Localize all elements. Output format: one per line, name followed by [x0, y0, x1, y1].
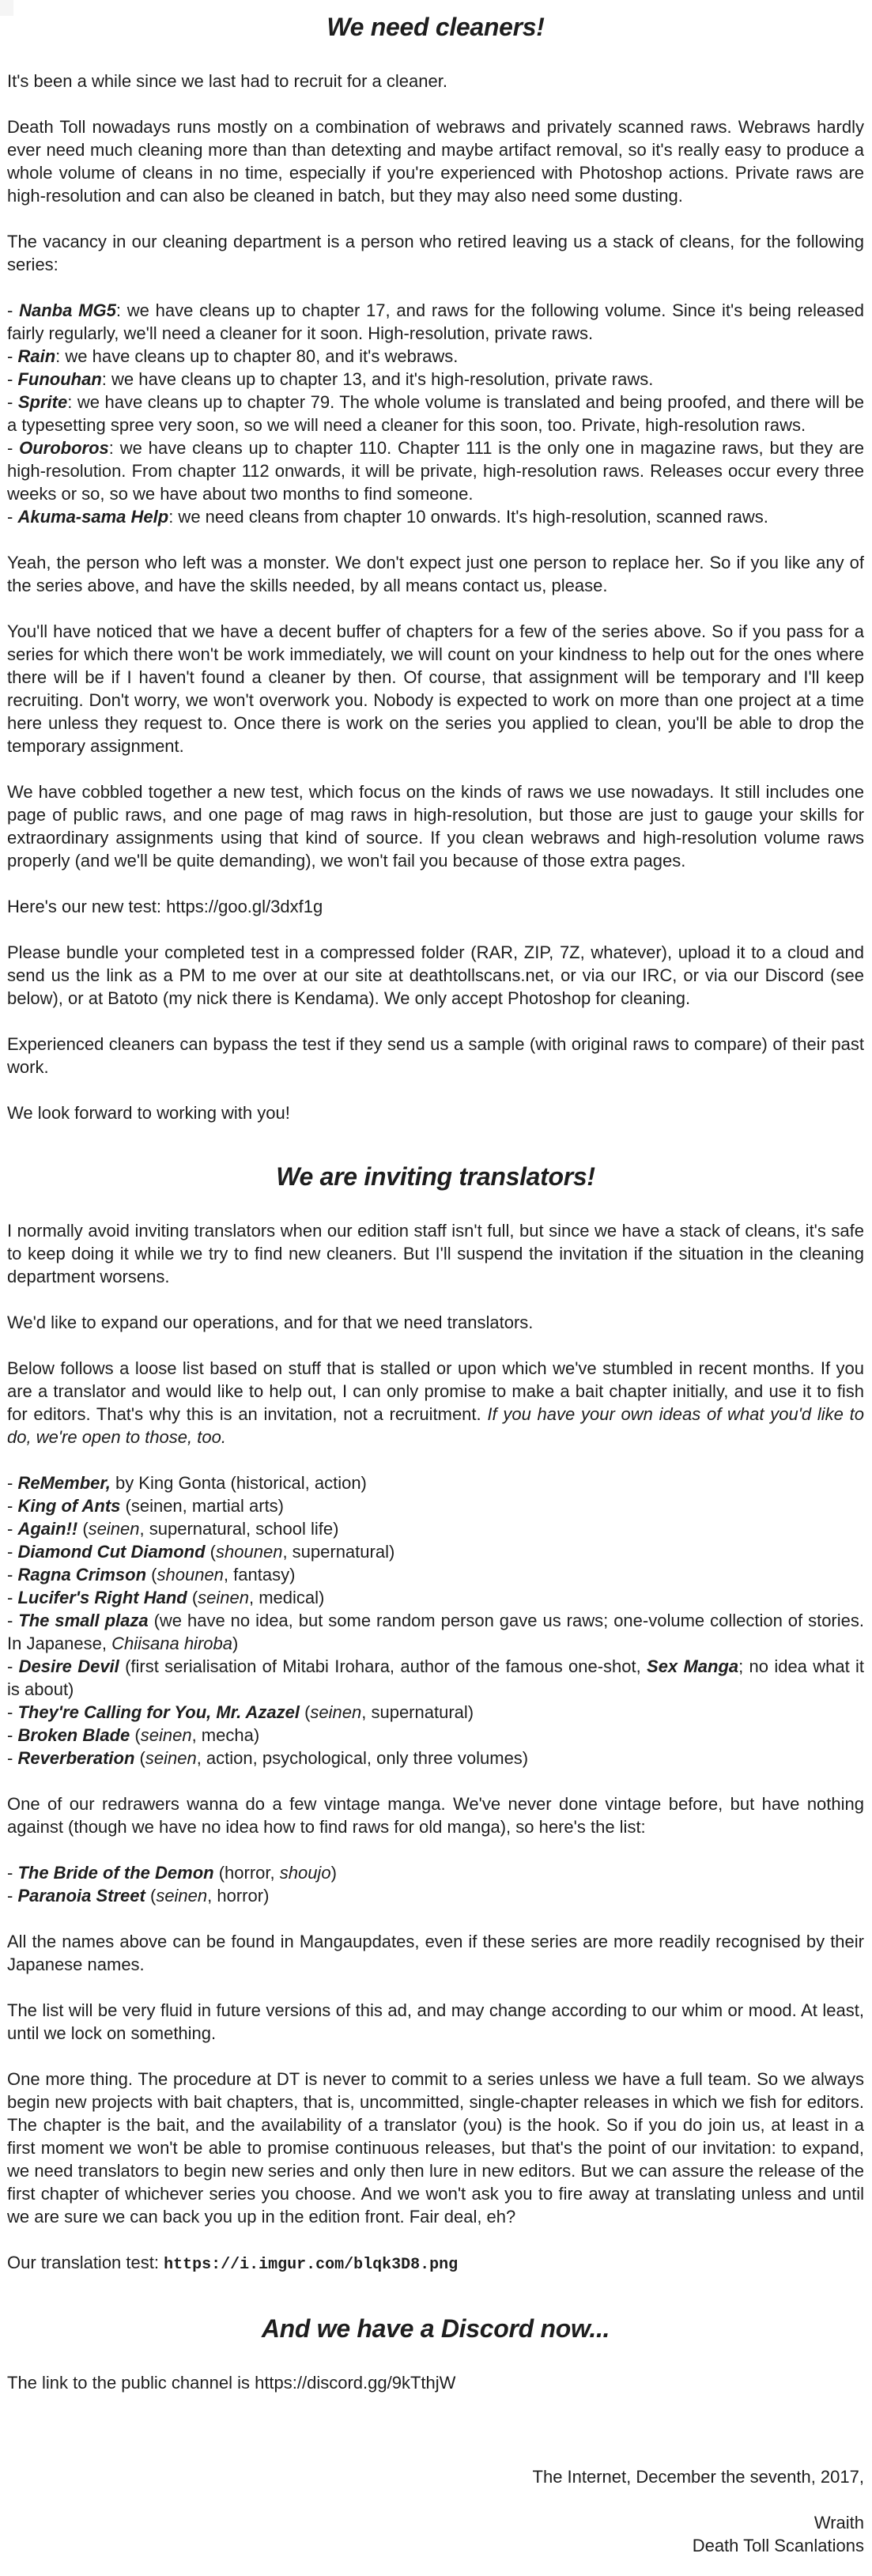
text-segment: seinen: [88, 1519, 140, 1539]
text-segment: (seinen, martial arts): [120, 1496, 285, 1516]
text-segment: -: [7, 1702, 18, 1722]
text-segment: Rain: [17, 346, 56, 366]
text-segment: -: [7, 1656, 19, 1676]
text-segment: Desire Devil: [18, 1656, 119, 1676]
text-segment: I normally avoid inviting translators when our edition staff isn't full, but since we have a stack of cleans, it's safe to keep doing it while we try to find new cleaners. But I'll suspend the invitation if the situation in the cleaning department worsens.: [7, 1221, 864, 1286]
text-segment: Nanba MG5: [19, 300, 116, 320]
series-item: [7, 436, 864, 505]
series-item: [7, 1609, 864, 1655]
text-segment: Funouhan: [17, 369, 102, 389]
series-item: [7, 1747, 864, 1770]
series-item: [7, 1655, 864, 1701]
text-segment: , supernatural, school life): [139, 1519, 339, 1539]
vacancy-paragraph: [7, 230, 864, 276]
text-segment: (first serialisation of Mitabi Irohara, author of the famous one-shot,: [119, 1656, 647, 1676]
text-segment: seinen: [145, 1748, 197, 1768]
series-item: [7, 1884, 864, 1907]
text-segment: -: [7, 1588, 18, 1607]
text-segment: -: [7, 392, 18, 412]
text-segment: -: [7, 1496, 18, 1516]
corner-artifact: [0, 0, 13, 16]
text-segment: Again!!: [17, 1519, 78, 1539]
text-segment: -: [7, 346, 18, 366]
text-segment: (: [145, 1886, 157, 1906]
translator-series-list: [7, 1471, 864, 1770]
text-segment: ): [330, 1863, 337, 1883]
document-body: [7, 11, 864, 2394]
text-segment: : we have cleans up to chapter 110. Chapter 111 is the only one in magazine raws, but they are high-resolution. From chapter 112 onwards, it will be private, high-resolution raws. Releases occur every three weeks or so, so we have about two months to find someone.: [7, 438, 864, 504]
series-item: [7, 1494, 864, 1517]
discord-link-paragraph: [7, 2371, 864, 2394]
text-segment: The list will be very fluid in future versions of this ad, and may change according to our whim or mood. At least, until we lock on something.: [7, 2000, 864, 2043]
text-segment: (we have no idea, but some random person gave us raws; one-volume collection of stories. In Japanese,: [7, 1611, 864, 1653]
text-segment: seinen: [310, 1702, 362, 1722]
text-segment: We'd like to expand our operations, and for that we need translators.: [7, 1313, 534, 1332]
text-segment: , supernatural): [361, 1702, 474, 1722]
text-segment: If you have your own ideas of what you'd like to do, we're open to those, too.: [7, 1404, 865, 1447]
raws-overview-paragraph: [7, 115, 864, 207]
new-test-paragraph: [7, 780, 864, 872]
text-segment: : we need cleans from chapter 10 onwards. It's high-resolution, scanned raws.: [168, 507, 768, 527]
text-segment: Ragna Crimson: [17, 1565, 147, 1585]
text-segment: -: [7, 1519, 18, 1539]
text-segment: , horror): [207, 1886, 270, 1906]
text-segment: (horror,: [213, 1863, 280, 1883]
text-segment: Paranoia Street: [17, 1886, 145, 1906]
text-segment: : we have cleans up to chapter 17, and raws for the following volume. Since it's being released fairly regularly, we'll need a cleaner for it soon. High-resolution, private raws.: [7, 300, 864, 343]
series-item: [7, 1471, 864, 1494]
text-segment: -: [7, 1886, 18, 1906]
text-segment: shoujo: [279, 1863, 331, 1883]
text-segment: , action, psychological, only three volumes): [196, 1748, 529, 1768]
closing-paragraph: [7, 1101, 864, 1124]
translation-test-link[interactable]: https://i.imgur.com/blqk3D8.png: [164, 2256, 459, 2274]
text-segment: Yeah, the person who left was a monster. We don't expect just one person to replace her. So if you like any of the series above, and have the skills needed, by all means contact us, please.: [7, 553, 864, 595]
monster-paragraph: [7, 551, 864, 597]
text-segment: All the names above can be found in Mangaupdates, even if these series are more readily recognised by their Japanese names.: [7, 1932, 864, 1974]
text-segment: Below follows a loose list based on stuff that is stalled or upon which we've stumbled in recent months. If you are a translator and would like to help out, I can only promise to make a bait chapter initially, and use it to fish for editors. That's why this is an invitation, not a recruitment.: [7, 1358, 864, 1424]
fluid-list-paragraph: [7, 1999, 864, 2045]
text-segment: (: [205, 1542, 217, 1562]
signature-group: Death Toll Scanlations: [692, 2536, 864, 2555]
text-segment: (: [187, 1588, 198, 1607]
text-segment: (: [299, 1702, 311, 1722]
text-segment: -: [7, 438, 20, 458]
text-segment: by King Gonta (historical, action): [110, 1473, 367, 1493]
series-item: [7, 345, 864, 368]
text-segment: (: [130, 1725, 141, 1745]
text-segment: It's been a while since we last had to recruit for a cleaner.: [7, 71, 447, 91]
text-segment: , supernatural): [282, 1542, 395, 1562]
cleaner-series-list: [7, 299, 864, 528]
text-segment: ): [232, 1634, 239, 1653]
loose-list-intro-paragraph: [7, 1357, 864, 1449]
text-segment: Chiisana hiroba: [111, 1634, 232, 1653]
section-heading-discord: And we have a Discord now...: [261, 2314, 610, 2343]
text-segment: -: [7, 1542, 18, 1562]
series-item: [7, 1724, 864, 1747]
text-segment: Lucifer's Right Hand: [17, 1588, 187, 1607]
text-segment: , mecha): [191, 1725, 260, 1745]
text-segment: ; no idea what it is about): [7, 1656, 864, 1699]
text-segment: Ouroboros: [19, 438, 109, 458]
text-segment: The link to the public channel is: [7, 2373, 255, 2393]
text-segment: seinen: [198, 1588, 249, 1607]
series-item: [7, 368, 864, 391]
text-segment: -: [7, 1473, 18, 1493]
text-segment: The Bride of the Demon: [17, 1863, 214, 1883]
text-segment: The vacancy in our cleaning department is a person who retired leaving us a stack of cleans, for the following series:: [7, 232, 864, 274]
text-segment: Diamond Cut Diamond: [17, 1542, 206, 1562]
text-segment: Reverberation: [17, 1748, 135, 1768]
text-segment: -: [7, 1611, 19, 1630]
bypass-paragraph: [7, 1033, 864, 1078]
text-segment: seinen: [140, 1725, 192, 1745]
intro-paragraph: [7, 70, 864, 93]
text-segment: We have cobbled together a new test, which focus on the kinds of raws we use nowadays. It still includes one page of public raws, and one page of mag raws in high-resolution, but those are just to gauge your skills for extraordinary assignments using that kind of source. If you clean webraws and high-resolution volume raws properly (and we'll be quite demanding), we won't fail you because of those extra pages.: [7, 782, 864, 871]
signature-block: [7, 2465, 864, 2557]
series-item: [7, 1540, 864, 1563]
translation-test-paragraph: [7, 2251, 864, 2276]
text-segment: Experienced cleaners can bypass the test if they send us a sample (with original raws to compare) of their past work.: [7, 1034, 864, 1077]
signature-dateline: The Internet, December the seventh, 2017,: [532, 2467, 864, 2487]
text-segment: One of our redrawers wanna do a few vintage manga. We've never done vintage before, but have nothing against (though we have no idea how to find raws for old manga), so here's the list:: [7, 1794, 864, 1837]
text-segment: You'll have noticed that we have a decent buffer of chapters for a few of the series above. So if you pass for a series for which there won't be work immediately, we will count on your kindness to help out for the ones where there will be if I haven't found a cleaner by then. Of course, that assignment will be temporary and I'll keep recruiting. Don't worry, we won't overwork you. Nobody is expected to work on more than one project at a time here unless they request to. Once there is work on the series you applied to clean, you'll be able to drop the temporary assignment.: [7, 621, 864, 756]
test-link-paragraph: [7, 895, 864, 918]
text-segment: King of Ants: [17, 1496, 121, 1516]
text-segment: (: [77, 1519, 89, 1539]
series-item: [7, 1861, 864, 1884]
text-segment: The small plaza: [18, 1611, 149, 1630]
text-segment: Sex Manga: [647, 1656, 739, 1676]
bait-procedure-paragraph: [7, 2068, 864, 2228]
text-segment: -: [7, 300, 20, 320]
text-segment: , medical): [249, 1588, 325, 1607]
cleaning-test-link[interactable]: https://goo.gl/3dxf1g: [166, 897, 323, 916]
vintage-series-list: [7, 1861, 864, 1907]
text-segment: , fantasy): [223, 1565, 296, 1585]
expansion-paragraph: [7, 1311, 864, 1334]
text-segment: -: [7, 369, 18, 389]
text-segment: seinen: [156, 1886, 208, 1906]
text-segment: -: [7, 1725, 18, 1745]
text-segment: -: [7, 507, 18, 527]
text-segment: : we have cleans up to chapter 13, and it's high-resolution, private raws.: [101, 369, 654, 389]
invitation-policy-paragraph: [7, 1219, 864, 1288]
series-item: [7, 1701, 864, 1724]
text-segment: Please bundle your completed test in a compressed folder (RAR, ZIP, 7Z, whatever), upload it to a cloud and send us the link as a PM to me over at our site at deathtollscans.net, or via our IRC, or via our Discord (see below), or at Batoto (my nick there is Kendama). We only accept Photoshop for cleaning.: [7, 942, 864, 1008]
signature-name: Wraith: [813, 2513, 864, 2533]
text-segment: ReMember,: [17, 1473, 111, 1493]
text-segment: -: [7, 1863, 18, 1883]
text-segment: We look forward to working with you!: [7, 1103, 290, 1123]
series-item: [7, 1517, 864, 1540]
text-segment: Our translation test:: [7, 2253, 164, 2272]
text-segment: : we have cleans up to chapter 79. The whole volume is translated and being proofed, and there will be a typesetting spree very soon, so we will need a cleaner for this soon, too. Private, high-resolution raws.: [7, 392, 864, 435]
text-segment: (: [146, 1565, 157, 1585]
section-heading-translators: We are inviting translators!: [276, 1162, 595, 1191]
discord-invite-link[interactable]: https://discord.gg/9kTthjW: [255, 2373, 456, 2393]
series-item: [7, 299, 864, 345]
text-segment: shounen: [216, 1542, 283, 1562]
series-item: [7, 1586, 864, 1609]
text-segment: Broken Blade: [17, 1725, 130, 1745]
series-item: [7, 1563, 864, 1586]
submission-paragraph: [7, 941, 864, 1010]
text-segment: One more thing. The procedure at DT is never to commit to a series unless we have a full team. So we always begin new projects with bait chapters, that is, uncommitted, single-chapter releases in which we fish for editors. The chapter is the bait, and the availability of a translator (you) is the hook. So if you do join us, at least in a first moment we won't be able to promise continuous releases, but that's the point of our invitation: to expand, we need translators to begin new series and only then lure in new editors. But we can assure the release of the first chapter of whichever series you choose. And we won't ask you to fire away at translating unless and until we are sure we can back you up in the edition front. Fair deal, eh?: [7, 2069, 864, 2227]
text-segment: They're Calling for You, Mr. Azazel: [17, 1702, 300, 1722]
text-segment: Death Toll nowadays runs mostly on a combination of webraws and privately scanned raws. Webraws hardly ever need much cleaning more than than detexting and maybe artifact removal, so it's really easy to produce a whole volume of cleans in no time, especially if you're experienced with Photoshop actions. Private raws are high-resolution and can also be cleaned in batch, but they may also need some dusting.: [7, 117, 864, 206]
series-item: [7, 505, 864, 528]
text-segment: Here's our new test:: [7, 897, 167, 916]
text-segment: Sprite: [17, 392, 68, 412]
vintage-intro-paragraph: [7, 1792, 864, 1838]
text-segment: shounen: [157, 1565, 224, 1585]
section-heading-cleaners: We need cleaners!: [327, 13, 545, 41]
text-segment: -: [7, 1565, 18, 1585]
series-item: [7, 391, 864, 436]
mangaupdates-paragraph: [7, 1930, 864, 1976]
text-segment: (: [134, 1748, 145, 1768]
text-segment: -: [7, 1748, 18, 1768]
text-segment: : we have cleans up to chapter 80, and it's webraws.: [55, 346, 459, 366]
text-segment: Akuma-sama Help: [17, 507, 169, 527]
buffer-paragraph: [7, 620, 864, 757]
